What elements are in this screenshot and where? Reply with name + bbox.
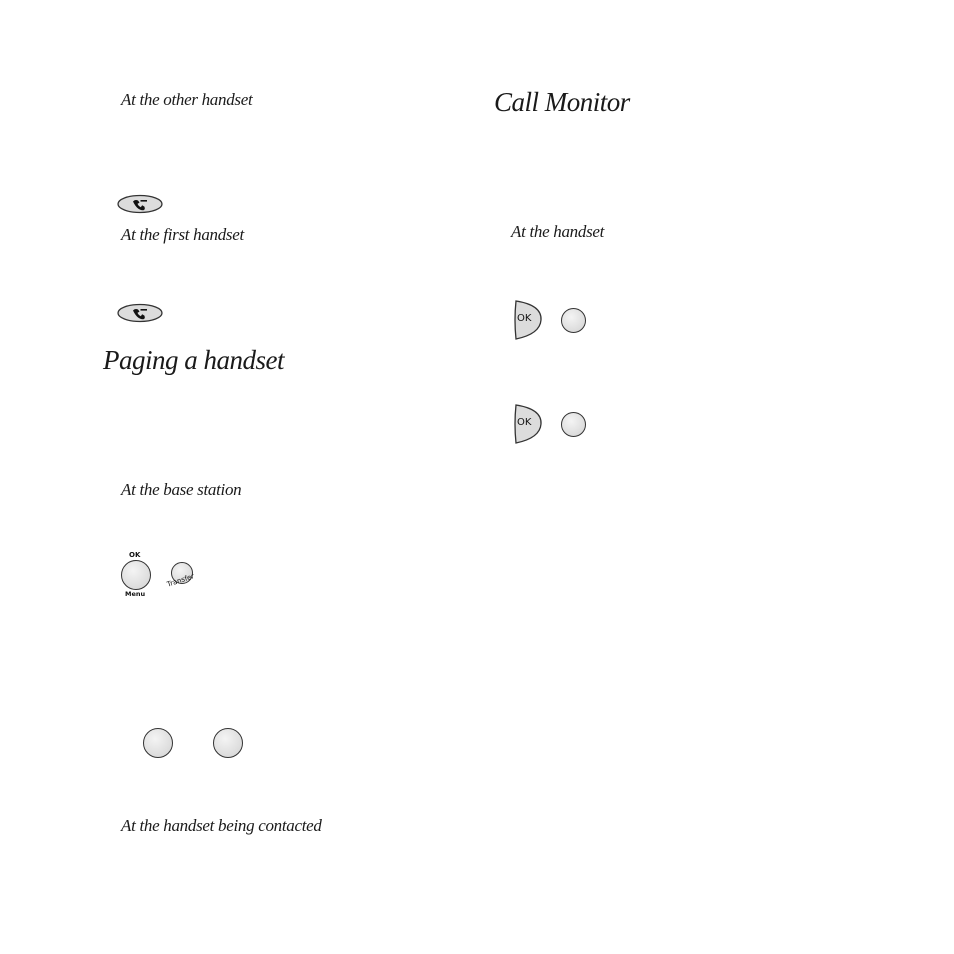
subheading-at-handset: At the handset (511, 222, 605, 241)
ok-label: OK (517, 313, 532, 324)
talk-button-icon[interactable] (116, 194, 164, 214)
handset-button[interactable] (143, 728, 173, 758)
base-ok-menu-button[interactable] (121, 560, 151, 590)
transfer-label: Transfer (166, 572, 196, 589)
heading-paging-handset: Paging a handset (103, 345, 284, 375)
subheading-base-station: At the base station (121, 480, 242, 499)
subheading-other-handset: At the other handset (121, 90, 253, 109)
talk-button-icon[interactable] (116, 303, 164, 323)
subheading-handset-contacted: At the handset being contacted (121, 816, 322, 835)
handset-button[interactable] (213, 728, 243, 758)
base-menu-label: Menu (125, 590, 146, 598)
heading-call-monitor: Call Monitor (494, 87, 630, 117)
ok-label: OK (517, 417, 532, 428)
handset-round-button[interactable] (561, 412, 586, 437)
handset-round-button[interactable] (561, 308, 586, 333)
base-ok-label: OK (129, 551, 141, 559)
subheading-first-handset: At the first handset (121, 225, 244, 244)
